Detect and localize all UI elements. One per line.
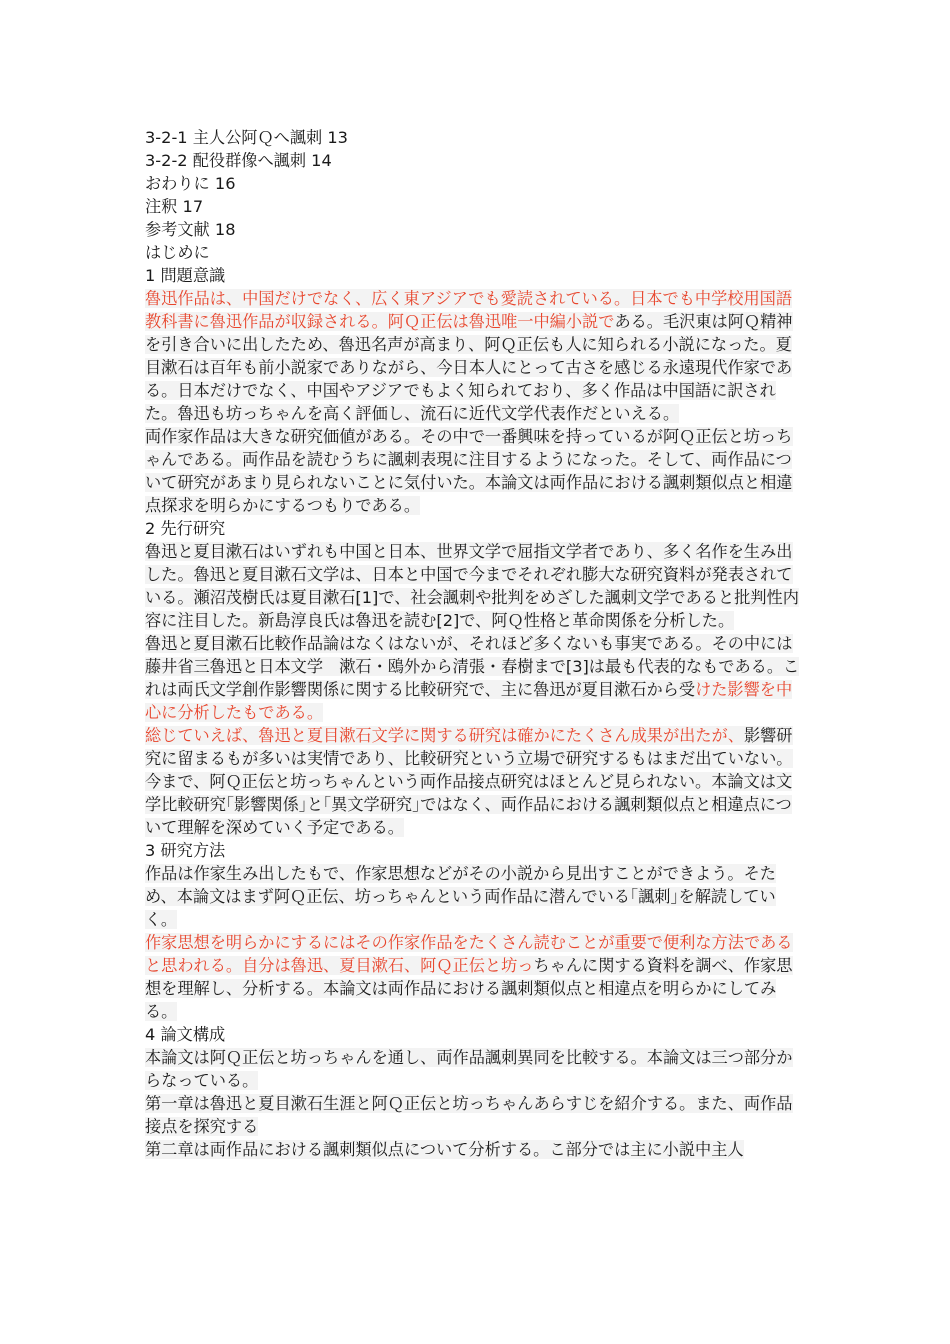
section-heading-1: 1 問題意識 bbox=[145, 266, 226, 285]
highlighted-text: 作家思想を明らかにするにはその作家作品をたくさん読むことが重要で便利な方法であると思われる。自分は魯迅、夏目漱石、阿Ｑ正伝と坊っ bbox=[145, 933, 793, 975]
highlighted-text: けた影響を中心に分析したもである。 bbox=[145, 680, 793, 722]
paragraph-text: 魯迅と夏目漱石比較作品論はなくはないが、それほど多くないも事実である。その中には藤井省三魯迅と日本文学 漱石・鴎外から清張・春樹まで[3]は最も代表的なもである。これは両氏文学創作影響関係に関する比較研究で、主に魯迅が夏目漱石から受 bbox=[145, 634, 800, 699]
toc-line: 3-2-2 配役群像へ諷刺 14 bbox=[145, 151, 332, 170]
paragraph-text: 影響研究に留まるもが多いは実情であり、比較研究という立場で研究するもはまだ出ていない。今まで、阿Ｑ正伝と坊っちゃんという両作品接点研究はほとんど見られない。本論文は文学比較研究｢影響関係｣と｢異文学研究｣ではなく、両作品における諷刺類似点と相違点について理解を深めていく予定である。 bbox=[145, 726, 793, 837]
section-heading-2: 2 先行研究 bbox=[145, 519, 226, 538]
highlighted-text: 魯迅作品は、中国だけでなく、広く東アジアでも愛読されている。日本でも中学校用国語教科書に魯迅作品が収録される。阿Ｑ正伝は魯迅唯一中編小説で bbox=[145, 289, 793, 331]
toc-line: おわりに 16 bbox=[145, 174, 236, 193]
paragraph-text: 第二章は両作品における諷刺類似点について分析する。こ部分では主に小説中主人 bbox=[145, 1140, 744, 1159]
toc-line: 3-2-1 主人公阿Ｑへ諷刺 13 bbox=[145, 128, 348, 147]
paragraph-prior-research-3 bbox=[145, 724, 800, 839]
highlighted-text: 総じていえば、魯迅と夏目漱石文学に関する研究は確かにたくさん成果が出たが、 bbox=[145, 726, 744, 745]
paragraph-text: 魯迅と夏目漱石はいずれも中国と日本、世界文学で屈指文学者であり、多く名作を生み出した。魯迅と夏目漱石文学は、日本と中国で今までそれぞれ膨大な研究資料が発表されている。瀬沼茂樹氏は夏目漱石[1]で、社会諷刺や批判をめざした諷刺文学であると批判性内容に注目した。新島淳良氏は魯迅を読む[2]で、阿Ｑ性格と革命関係を分析した。 bbox=[145, 542, 799, 630]
paragraph-text: 本論文は阿Ｑ正伝と坊っちゃんを通し、両作品諷刺異同を比較する。本論文は三つ部分からなっている。 bbox=[145, 1048, 793, 1090]
paragraph-method-1 bbox=[145, 862, 800, 931]
paragraph-structure-3 bbox=[145, 1138, 800, 1161]
paragraph-prior-research-2 bbox=[145, 632, 800, 724]
paragraph-text: 両作家作品は大きな研究価値がある。その中で一番興味を持っているが阿Ｑ正伝と坊っちゃんである。両作品を読むうちに諷刺表現に注目するようになった。そして、両作品について研究があまり見られないことに気付いた。本論文は両作品における諷刺類似点と相違点探求を明らかにするつもりである。 bbox=[145, 427, 793, 515]
paragraph-structure-1 bbox=[145, 1046, 800, 1092]
paragraph-problem-awareness-2 bbox=[145, 425, 800, 517]
paragraph-problem-awareness-1 bbox=[145, 287, 800, 425]
paragraph-text: ある。毛沢東は阿Ｑ精神を引き合いに出したため、魯迅名声が高まり、阿Ｑ正伝も人に知られる小説になった。夏目漱石は百年も前小説家でありながら、今日本人にとって古さを感じる永遠現代作家である。日本だけでなく、中国やアジアでもよく知られており、多く作品は中国語に訳された。魯迅も坊っちゃんを高く評価し、流石に近代文学代表作だといえる。 bbox=[145, 312, 793, 423]
paragraph-text: ちゃんに関する資料を調べ、作家思想を理解し、分析する。本論文は両作品における諷刺類似点と相違点を明らかにしてみる。 bbox=[145, 956, 793, 1021]
paragraph-method-2 bbox=[145, 931, 800, 1023]
toc-line: 注釈 17 bbox=[145, 197, 204, 216]
paragraph-text: 第一章は魯迅と夏目漱石生涯と阿Ｑ正伝と坊っちゃんあらすじを紹介する。また、両作品接点を探究する bbox=[145, 1094, 793, 1136]
paragraph-structure-2 bbox=[145, 1092, 800, 1138]
toc-line: 参考文献 18 bbox=[145, 220, 236, 239]
intro-title: はじめに bbox=[145, 243, 210, 262]
section-heading-4: 4 論文構成 bbox=[145, 1025, 226, 1044]
section-heading-3: 3 研究方法 bbox=[145, 841, 226, 860]
paragraph-prior-research-1 bbox=[145, 540, 800, 632]
paragraph-text: 作品は作家生み出したもで、作家思想などがその小説から見出すことができよう。そため、本論文はまず阿Ｑ正伝、坊っちゃんという両作品に潜んでいる｢諷刺｣を解読していく。 bbox=[145, 864, 776, 929]
